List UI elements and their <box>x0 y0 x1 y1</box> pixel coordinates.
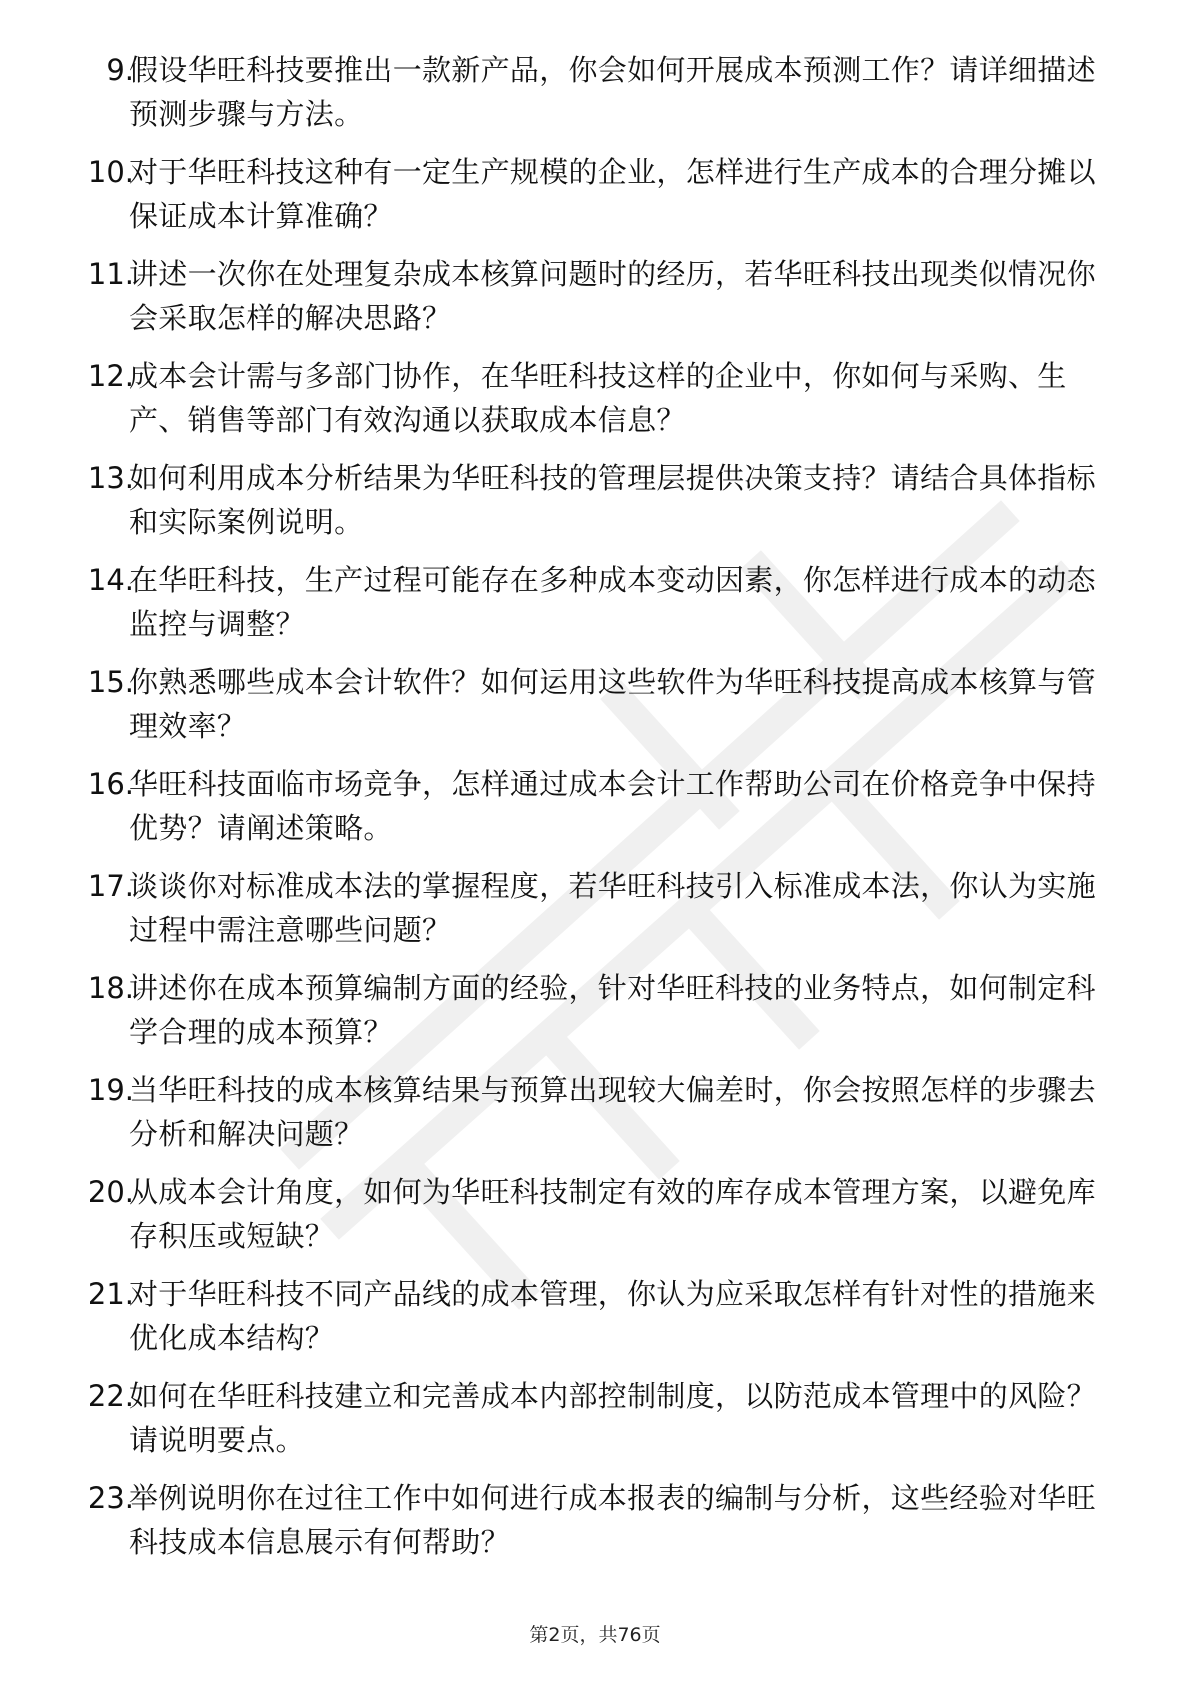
question-number: 18. <box>87 971 134 1005</box>
list-item <box>0 762 1190 864</box>
list-item <box>0 354 1190 456</box>
question-number: 12. <box>87 359 134 393</box>
question-text: 你熟悉哪些成本会计软件？如何运用这些软件为华旺科技提高成本核算与管理效率？ <box>129 665 1096 743</box>
question-number: 13. <box>87 461 134 495</box>
list-item <box>0 558 1190 660</box>
question-text: 当华旺科技的成本核算结果与预算出现较大偏差时，你会按照怎样的步骤去分析和解决问题？ <box>129 1073 1096 1151</box>
question-text: 举例说明你在过往工作中如何进行成本报表的编制与分析，这些经验对华旺科技成本信息展示有何帮助？ <box>129 1481 1096 1559</box>
question-number: 14. <box>87 563 134 597</box>
list-item <box>0 150 1190 252</box>
list-item <box>0 966 1190 1068</box>
question-number: 11. <box>87 257 134 291</box>
question-number: 23. <box>87 1481 134 1515</box>
question-number: 20. <box>87 1175 134 1209</box>
question-number: 19. <box>87 1073 134 1107</box>
list-item <box>0 1170 1190 1272</box>
question-text: 成本会计需与多部门协作，在华旺科技这样的企业中，你如何与采购、生产、销售等部门有效沟通以获取成本信息？ <box>129 359 1067 437</box>
page-footer: 第2页，共76页 <box>529 1624 661 1646</box>
question-text: 华旺科技面临市场竞争，怎样通过成本会计工作帮助公司在价格竞争中保持优势？请阐述策略。 <box>129 767 1096 845</box>
question-text: 如何在华旺科技建立和完善成本内部控制制度，以防范成本管理中的风险？请说明要点。 <box>129 1379 1096 1457</box>
question-text: 从成本会计角度，如何为华旺科技制定有效的库存成本管理方案，以避免库存积压或短缺？ <box>129 1175 1096 1253</box>
list-item <box>0 1476 1190 1578</box>
question-number: 15. <box>87 665 134 699</box>
question-text: 对于华旺科技这种有一定生产规模的企业，怎样进行生产成本的合理分摊以保证成本计算准确？ <box>129 155 1096 233</box>
question-text: 讲述一次你在处理复杂成本核算问题时的经历，若华旺科技出现类似情况你会采取怎样的解决思路？ <box>129 257 1096 335</box>
question-list <box>0 48 1190 1578</box>
question-number: 9. <box>106 53 134 87</box>
question-text: 假设华旺科技要推出一款新产品，你会如何开展成本预测工作？请详细描述预测步骤与方法。 <box>129 53 1096 131</box>
list-item <box>0 252 1190 354</box>
question-text: 在华旺科技，生产过程可能存在多种成本变动因素，你怎样进行成本的动态监控与调整？ <box>129 563 1096 641</box>
question-text: 讲述你在成本预算编制方面的经验，针对华旺科技的业务特点，如何制定科学合理的成本预算？ <box>129 971 1096 1049</box>
list-item <box>0 456 1190 558</box>
list-item <box>0 48 1190 150</box>
question-number: 16. <box>87 767 134 801</box>
list-item <box>0 1068 1190 1170</box>
question-number: 17. <box>87 869 134 903</box>
question-text: 如何利用成本分析结果为华旺科技的管理层提供决策支持？请结合具体指标和实际案例说明。 <box>129 461 1096 539</box>
question-number: 21. <box>87 1277 134 1311</box>
question-text: 谈谈你对标准成本法的掌握程度，若华旺科技引入标准成本法，你认为实施过程中需注意哪些问题？ <box>129 869 1096 947</box>
list-item <box>0 660 1190 762</box>
list-item <box>0 1374 1190 1476</box>
question-number: 10. <box>87 155 134 189</box>
list-item <box>0 1272 1190 1374</box>
question-number: 22. <box>87 1379 134 1413</box>
question-text: 对于华旺科技不同产品线的成本管理，你认为应采取怎样有针对性的措施来优化成本结构？ <box>129 1277 1096 1355</box>
list-item <box>0 864 1190 966</box>
